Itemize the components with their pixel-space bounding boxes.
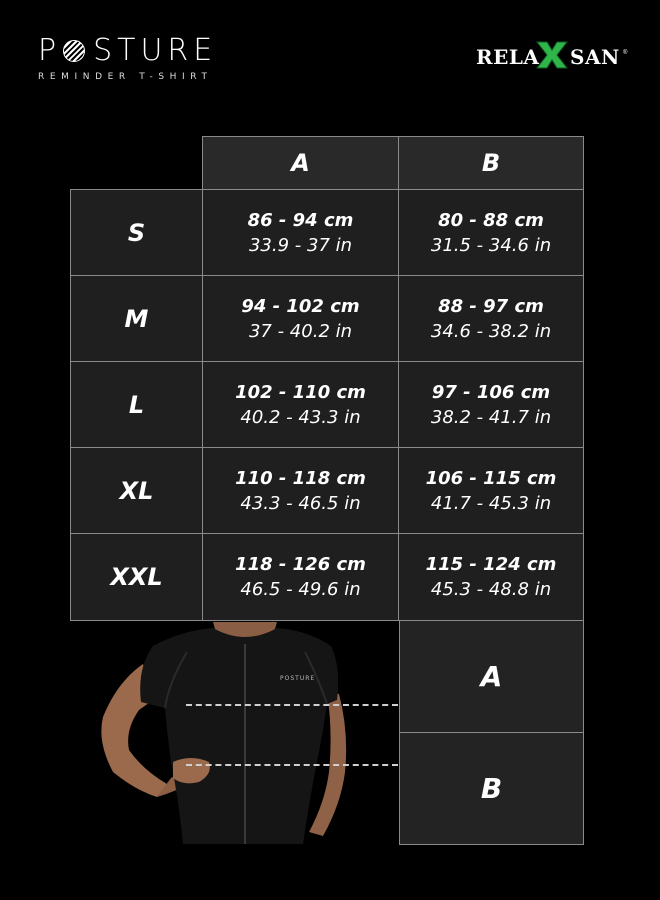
shirt-logo-text: POSTURE bbox=[280, 675, 316, 682]
size-label-s: S bbox=[70, 189, 203, 276]
posture-brand-logo bbox=[38, 33, 218, 82]
relaxsan-right: SAN bbox=[570, 45, 620, 69]
size-label-m: M bbox=[70, 275, 203, 362]
measure-b-xl: 106 - 115 cm 41.7 - 45.3 in bbox=[398, 447, 584, 534]
posture-o-icon bbox=[63, 40, 85, 62]
chest-measure-line bbox=[186, 704, 398, 706]
measure-a-xl: 110 - 118 cm 43.3 - 46.5 in bbox=[202, 447, 399, 534]
guide-label-a: A bbox=[399, 620, 584, 733]
guide-label-b: B bbox=[399, 732, 584, 845]
brand-letters-sture: STURE bbox=[93, 33, 218, 68]
size-label-xxl: XXL bbox=[70, 533, 203, 621]
column-header-a: A bbox=[202, 136, 399, 190]
size-label-l: L bbox=[70, 361, 203, 448]
measure-b-l: 97 - 106 cm 38.2 - 41.7 in bbox=[398, 361, 584, 448]
size-label-xl: XL bbox=[70, 447, 203, 534]
brand-letter-p: P bbox=[38, 33, 62, 68]
measure-a-s: 86 - 94 cm 33.9 - 37 in bbox=[202, 189, 399, 276]
measure-a-xxl: 118 - 126 cm 46.5 - 49.6 in bbox=[202, 533, 399, 621]
relaxsan-x-icon bbox=[533, 40, 571, 70]
column-header-b: B bbox=[398, 136, 584, 190]
measure-a-l: 102 - 110 cm 40.2 - 43.3 in bbox=[202, 361, 399, 448]
model-in-shirt-image bbox=[95, 622, 400, 844]
relaxsan-left: RELA bbox=[476, 45, 540, 69]
waist-measure-line bbox=[186, 764, 398, 766]
brand-subtitle: REMINDER T-SHIRT bbox=[38, 72, 213, 82]
registered-mark: ® bbox=[623, 50, 628, 56]
measure-b-m: 88 - 97 cm 34.6 - 38.2 in bbox=[398, 275, 584, 362]
measure-a-m: 94 - 102 cm 37 - 40.2 in bbox=[202, 275, 399, 362]
measure-b-s: 80 - 88 cm 31.5 - 34.6 in bbox=[398, 189, 584, 276]
measure-b-xxl: 115 - 124 cm 45.3 - 48.8 in bbox=[398, 533, 584, 621]
relaxsan-logo bbox=[476, 40, 628, 74]
